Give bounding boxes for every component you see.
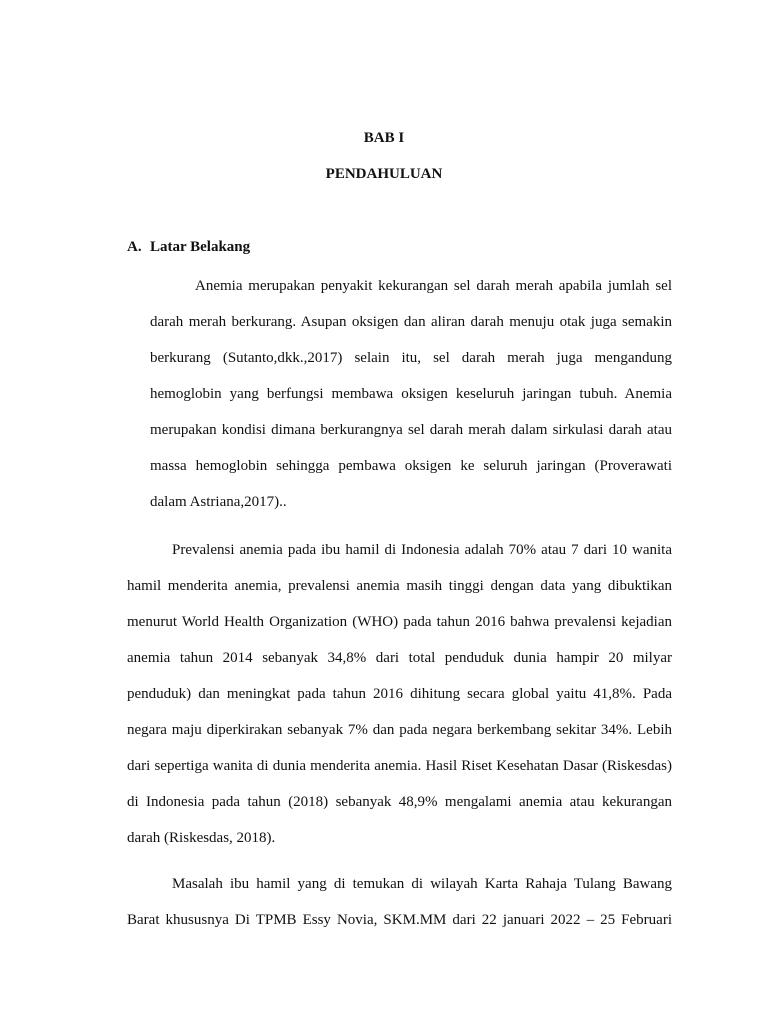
section-number: A. — [127, 239, 142, 255]
paragraph-line: dari sepertiga wanita di dunia menderita anemia. Hasil Riset Kesehatan Dasar (Riskesdas) — [127, 758, 672, 774]
paragraph-line: Masalah ibu hamil yang di temukan di wilayah Karta Rahaja Tulang Bawang — [172, 876, 672, 892]
chapter-number: BAB I — [363, 130, 405, 146]
paragraph-line: menurut World Health Organization (WHO) pada tahun 2016 bahwa prevalensi kejadian — [127, 614, 672, 630]
paragraph-3 — [127, 866, 672, 938]
paragraph-line: negara maju diperkirakan sebanyak 7% dan pada negara berkembang sekitar 34%. Lebih — [127, 722, 672, 738]
paragraph-line: massa hemoglobin sehingga pembawa oksigen ke seluruh jaringan (Proverawati — [150, 458, 672, 474]
paragraph-line: dalam Astriana,2017).. — [150, 494, 287, 510]
paragraph-line: hamil menderita anemia, prevalensi anemia masih tinggi dengan data yang dibuktikan — [127, 578, 672, 594]
paragraph-line: penduduk) dan meningkat pada tahun 2016 dihitung secara global yaitu 41,8%. Pada — [127, 686, 672, 702]
chapter-title: PENDAHULUAN — [325, 166, 443, 182]
paragraph-line: merupakan kondisi dimana berkurangnya sel darah merah dalam sirkulasi darah atau — [150, 422, 672, 438]
paragraph-line: Barat khususnya Di TPMB Essy Novia, SKM.MM dari 22 januari 2022 – 25 Februari — [127, 912, 672, 928]
paragraph-line: hemoglobin yang berfungsi membawa oksigen keseluruh jaringan tubuh. Anemia — [150, 386, 672, 402]
paragraph-line: Prevalensi anemia pada ibu hamil di Indonesia adalah 70% atau 7 dari 10 wanita — [172, 542, 672, 558]
paragraph-line: Anemia merupakan penyakit kekurangan sel darah merah apabila jumlah sel — [195, 278, 672, 294]
section-heading — [127, 237, 250, 257]
paragraph-line: anemia tahun 2014 sebanyak 34,8% dari total penduduk dunia hampir 20 milyar — [127, 650, 672, 666]
paragraph-line: di Indonesia pada tahun (2018) sebanyak 48,9% mengalami anemia atau kekurangan — [127, 794, 672, 810]
paragraph-1 — [150, 268, 672, 520]
paragraph-2 — [127, 532, 672, 856]
section-title: Latar Belakang — [150, 239, 251, 255]
paragraph-line: darah merah berkurang. Asupan oksigen dan aliran darah menuju otak juga semakin — [150, 314, 672, 330]
paragraph-line: berkurang (Sutanto,dkk.,2017) selain itu, sel darah merah juga mengandung — [150, 350, 672, 366]
paragraph-line: darah (Riskesdas, 2018). — [127, 830, 276, 846]
